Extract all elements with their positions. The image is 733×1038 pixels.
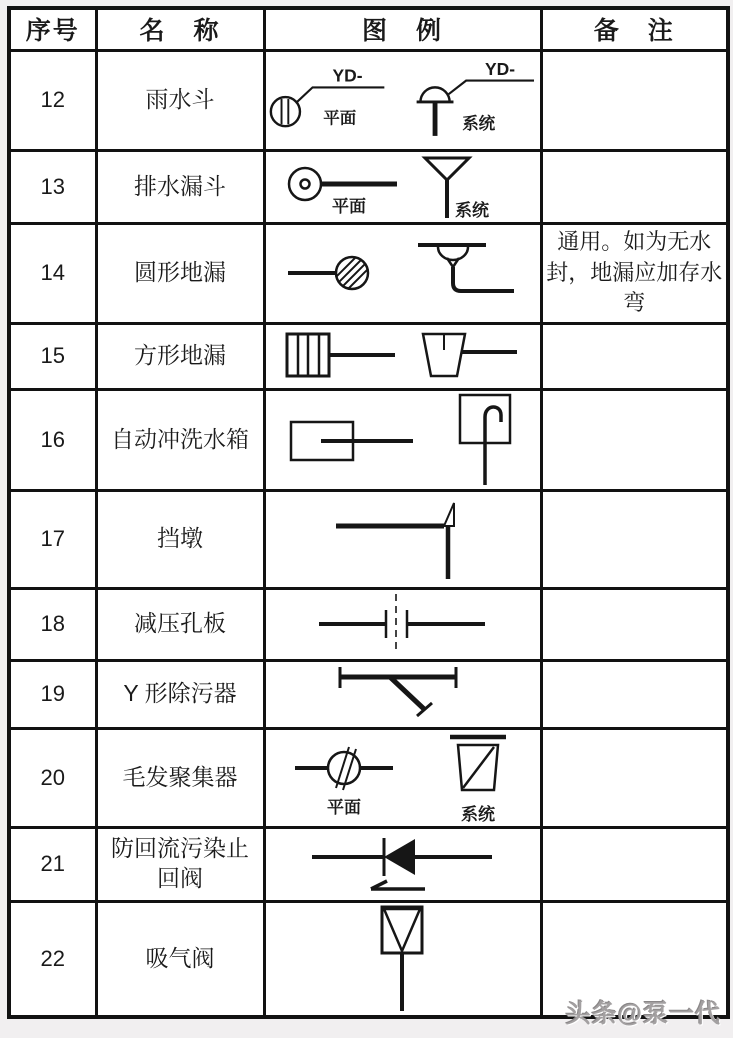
- header-remark: 备 注: [541, 8, 728, 50]
- row-legend: [264, 223, 541, 323]
- header-name: 名 称: [96, 8, 264, 50]
- drain-funnel-plan-icon: [283, 156, 405, 218]
- round-floor-drain-system-icon: [416, 237, 520, 309]
- row-remark: [541, 728, 728, 827]
- row-name: 减压孔板: [96, 588, 264, 660]
- svg-text:系统: 系统: [454, 200, 489, 220]
- row-remark: [541, 150, 728, 223]
- row-legend: [264, 150, 541, 223]
- table-row: [9, 389, 728, 490]
- blocking-pier-icon: [328, 496, 478, 582]
- row-name: 毛发聚集器: [96, 728, 264, 827]
- table-row: [9, 323, 728, 389]
- row-name: 挡墩: [96, 490, 264, 588]
- air-admittance-valve-icon: [373, 903, 433, 1015]
- svg-text:YD-: YD-: [331, 65, 363, 86]
- backflow-check-valve-icon: [308, 829, 498, 899]
- flushing-tank-system-icon: [451, 391, 519, 489]
- table-row: [9, 50, 728, 150]
- row-legend: [264, 50, 541, 150]
- header-no: 序号: [9, 8, 96, 50]
- row-remark: [541, 827, 728, 901]
- row-remark: [541, 389, 728, 490]
- flushing-tank-plan-icon: [287, 413, 419, 467]
- orifice-plate-icon: [315, 590, 491, 658]
- watermark: 头条@泵一代: [565, 1000, 721, 1028]
- row-no: 22: [9, 901, 96, 1017]
- table-row: [9, 490, 728, 588]
- drain-funnel-system-icon: [419, 152, 523, 222]
- hair-collector-plan-icon: [293, 738, 405, 818]
- row-name: Y 形除污器: [96, 660, 264, 728]
- hair-collector-system-icon: [445, 730, 513, 826]
- row-remark: [541, 50, 728, 150]
- header-legend: 图 例: [264, 8, 541, 50]
- round-floor-drain-plan-icon: [286, 244, 402, 302]
- table-row: [9, 150, 728, 223]
- row-no: 15: [9, 323, 96, 389]
- row-no: 21: [9, 827, 96, 901]
- symbol-legend-table: [7, 6, 730, 1019]
- row-name: 方形地漏: [96, 323, 264, 389]
- row-remark: [541, 588, 728, 660]
- row-remark: [541, 490, 728, 588]
- row-no: 17: [9, 490, 96, 588]
- row-no: 14: [9, 223, 96, 323]
- table-row: [9, 728, 728, 827]
- rain-hopper-plan-icon: [266, 60, 390, 140]
- row-legend: [264, 588, 541, 660]
- row-legend: [264, 728, 541, 827]
- header-row: [9, 8, 728, 50]
- svg-text:平面: 平面: [322, 109, 356, 128]
- table-row: [9, 827, 728, 901]
- rain-hopper-system-icon: [404, 58, 540, 142]
- row-name: 排水漏斗: [96, 150, 264, 223]
- row-name: 自动冲洗水箱: [96, 389, 264, 490]
- table-row: [9, 588, 728, 660]
- row-name: 防回流污染止回阀: [96, 827, 264, 901]
- row-legend: [264, 323, 541, 389]
- row-no: 16: [9, 389, 96, 490]
- row-no: 20: [9, 728, 96, 827]
- row-remark: [541, 660, 728, 728]
- row-name: 吸气阀: [96, 901, 264, 1017]
- svg-text:系统: 系统: [461, 115, 495, 134]
- row-legend: [264, 827, 541, 901]
- row-legend: [264, 901, 541, 1017]
- row-no: 12: [9, 50, 96, 150]
- y-strainer-icon: [328, 663, 478, 725]
- row-name: 雨水斗: [96, 50, 264, 150]
- symbol-legend-sheet: [7, 6, 730, 1019]
- table-row: [9, 223, 728, 323]
- row-legend: [264, 389, 541, 490]
- row-legend: [264, 490, 541, 588]
- svg-text:YD-: YD-: [484, 58, 515, 79]
- row-remark: 通用。如为无水封，地漏应加存水弯: [541, 223, 728, 323]
- square-floor-drain-system-icon: [415, 330, 523, 382]
- row-no: 13: [9, 150, 96, 223]
- row-name: 圆形地漏: [96, 223, 264, 323]
- svg-text:平面: 平面: [331, 196, 366, 216]
- row-no: 18: [9, 588, 96, 660]
- row-no: 19: [9, 660, 96, 728]
- table-row: [9, 660, 728, 728]
- row-remark: [541, 323, 728, 389]
- square-floor-drain-plan-icon: [283, 330, 401, 382]
- svg-text:平面: 平面: [326, 797, 361, 817]
- svg-text:系统: 系统: [460, 804, 495, 824]
- row-legend: [264, 660, 541, 728]
